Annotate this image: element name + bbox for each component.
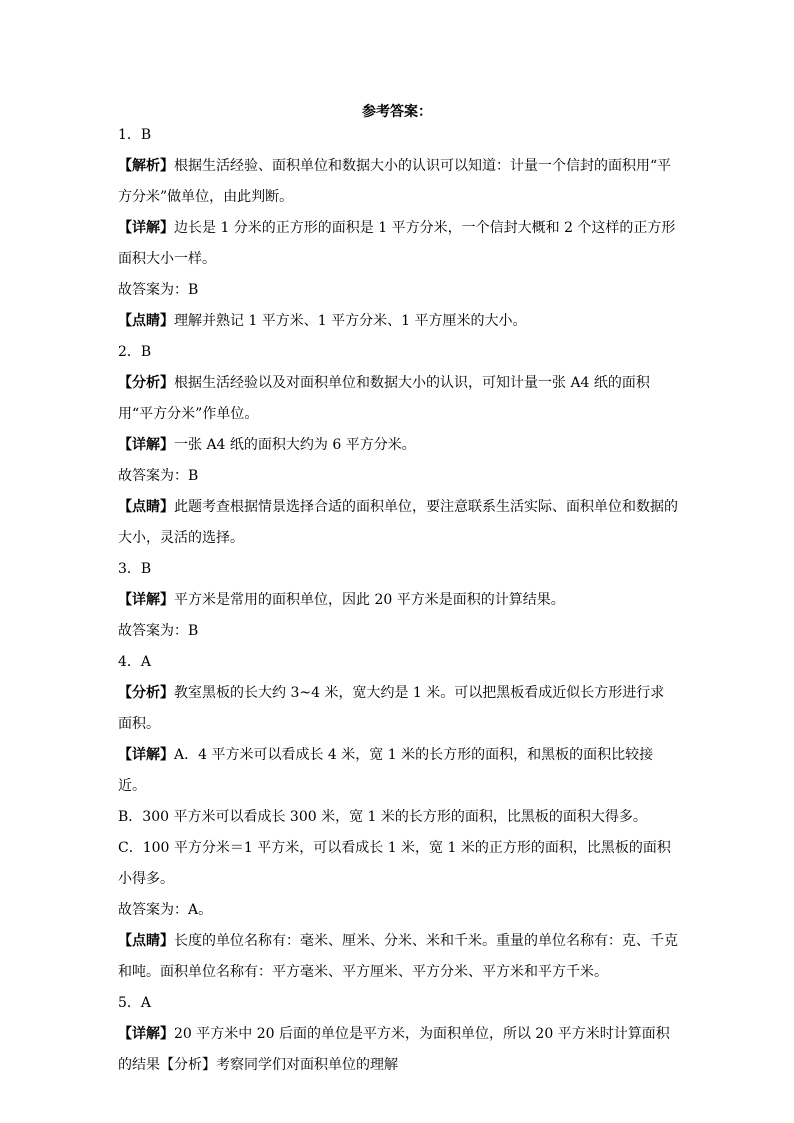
comment-paragraph xyxy=(118,492,678,554)
paragraph-text: 边长是 1 分米的正方形的面积是 1 平方分米，一个信封大概和 2 个这样的正方形面积大小一样。 xyxy=(118,220,676,267)
paragraph-text: 平方米是常用的面积单位，因此 20 平方米是面积的计算结果。 xyxy=(174,592,565,608)
detail-paragraph xyxy=(118,585,678,616)
section-tag: 【点睛】 xyxy=(118,933,174,949)
section-tag: 【分析】 xyxy=(118,375,174,391)
section-tag: 【详解】 xyxy=(118,592,174,608)
answer-line: 故答案为：B xyxy=(118,623,199,639)
paragraph-text: 此题考查根据情景选择合适的面积单位，要注意联系生活实际、面积单位和数据的大小，灵活的选择。 xyxy=(118,499,678,546)
page-title: 参考答案： xyxy=(362,104,432,120)
answer-number: 4．A xyxy=(118,654,152,670)
answer-line: 故答案为：A。 xyxy=(118,902,213,918)
paragraph-text: 20 平方米中 20 后面的单位是平方米，为面积单位，所以 20 平方米时计算面积的结果【分析】考察同学们对面积单位的理解 xyxy=(118,1026,670,1073)
comment-paragraph xyxy=(118,306,678,337)
paragraph-text: 理解并熟记 1 平方米、1 平方分米、1 平方厘米的大小。 xyxy=(174,313,527,329)
paragraph-text: 一张 A4 纸的面积大约为 6 平方分米。 xyxy=(174,437,416,453)
section-tag: 【点睛】 xyxy=(118,313,174,329)
answer-number: 1．B xyxy=(118,127,152,143)
option-b-line: B．300 平方米可以看成长 300 米，宽 1 米的长方形的面积，比黑板的面积大得多。 xyxy=(118,809,647,825)
answer-content xyxy=(118,120,678,1081)
analysis-paragraph xyxy=(118,678,678,740)
analysis-paragraph xyxy=(118,368,678,430)
detail-paragraph xyxy=(118,430,678,461)
section-tag: 【分析】 xyxy=(118,685,174,701)
answer-line: 故答案为：B xyxy=(118,468,199,484)
paragraph-text: A．4 平方米可以看成长 4 米，宽 1 米的长方形的面积，和黑板的面积比较接近。 xyxy=(118,747,654,794)
section-tag: 【详解】 xyxy=(118,747,174,763)
option-c-line: C．100 平方分米＝1 平方米，可以看成长 1 米，宽 1 米的正方形的面积，比黑板的面积小得多。 xyxy=(118,840,671,887)
paragraph-text: 根据生活经验以及对面积单位和数据大小的认识，可知计量一张 A4 纸的面积用“平方分米”作单位。 xyxy=(118,375,650,422)
answer-number: 5．A xyxy=(118,995,152,1011)
answer-number: 3．B xyxy=(118,561,152,577)
paragraph-text: 教室黑板的长大约 3~4 米，宽大约是 1 米。可以把黑板看成近似长方形进行求面积。 xyxy=(118,685,665,732)
section-tag: 【详解】 xyxy=(118,1026,174,1042)
paragraph-text: 长度的单位名称有：毫米、厘米、分米、米和千米。重量的单位名称有：克、千克和吨。面积单位名称有：平方毫米、平方厘米、平方分米、平方米和平方千米。 xyxy=(118,933,678,980)
answer-number: 2．B xyxy=(118,344,152,360)
paragraph-text: 根据生活经验、面积单位和数据大小的认识可以知道：计量一个信封的面积用“平方分米”做单位，由此判断。 xyxy=(118,158,672,205)
analysis-paragraph xyxy=(118,151,678,213)
section-tag: 【详解】 xyxy=(118,437,174,453)
section-tag: 【点睛】 xyxy=(118,499,174,515)
detail-paragraph xyxy=(118,213,678,275)
answer-line: 故答案为：B xyxy=(118,282,199,298)
detail-paragraph xyxy=(118,740,678,802)
section-tag: 【解析】 xyxy=(118,158,174,174)
section-tag: 【详解】 xyxy=(118,220,174,236)
detail-paragraph xyxy=(118,1019,678,1081)
comment-paragraph xyxy=(118,926,678,988)
